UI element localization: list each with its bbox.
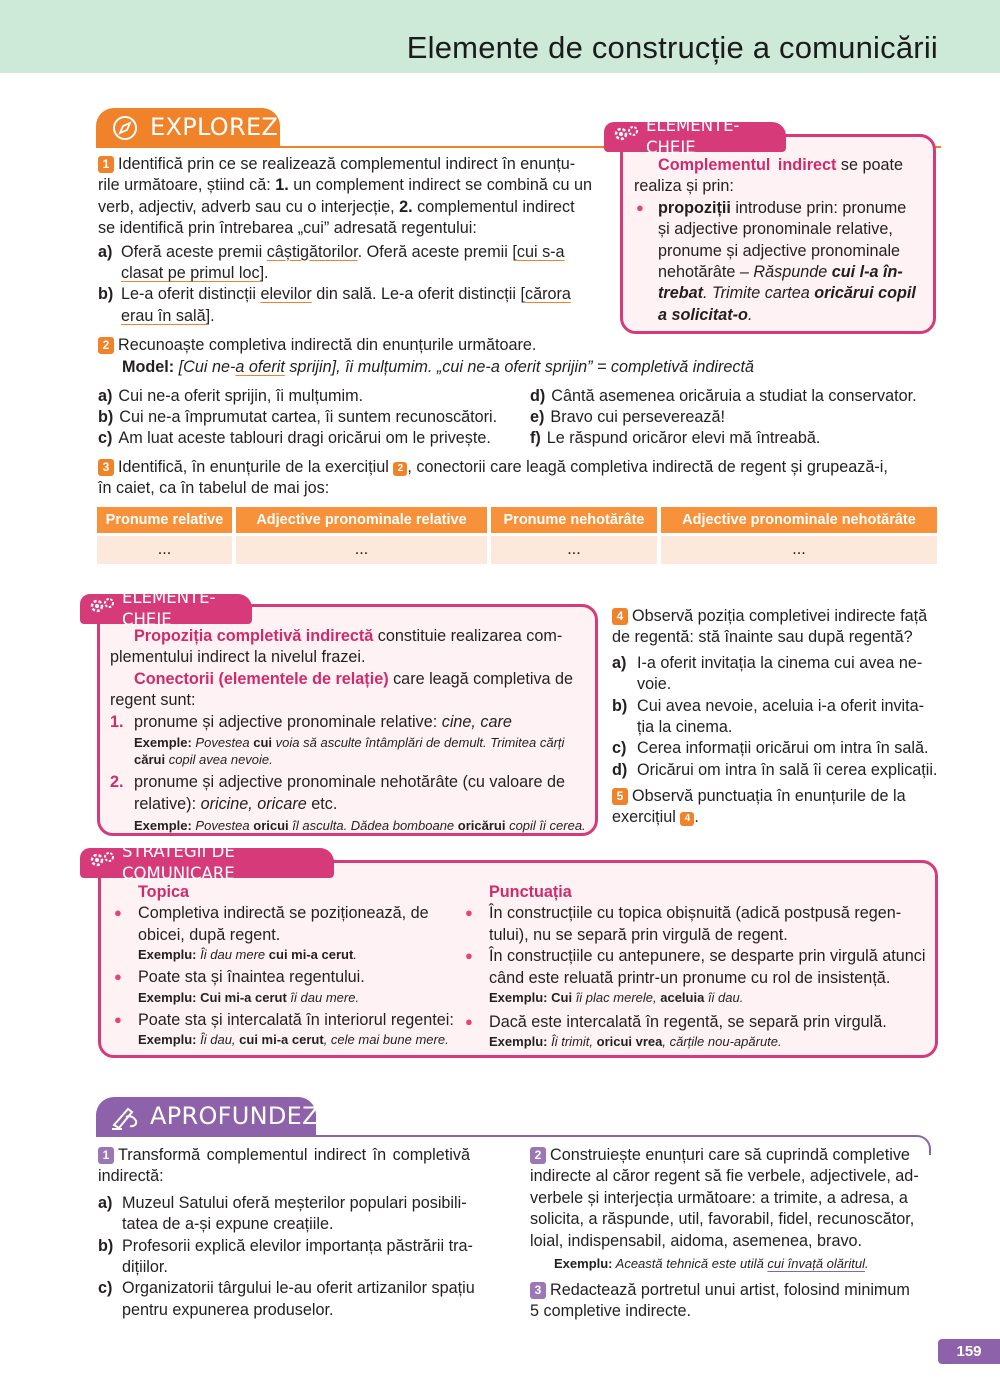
ex1-b-text: ]. bbox=[205, 306, 215, 325]
explorez-ex3 bbox=[98, 457, 948, 500]
ex4-text: Observă poziția completivei indirecte față bbox=[632, 607, 928, 625]
aprof-ex1-text: indirectă: bbox=[98, 1167, 164, 1186]
bullet-icon: ● bbox=[114, 1011, 122, 1027]
ec1-text: realiza și prin: bbox=[634, 177, 734, 196]
item-label: a) bbox=[98, 242, 113, 261]
aprof-ex1-item: dițiilor. bbox=[122, 1257, 168, 1276]
aprof-ex3-number: 3 bbox=[530, 1282, 546, 1299]
aprofundez-ex2 bbox=[530, 1145, 940, 1323]
item-label: e) bbox=[530, 408, 545, 426]
ec1-text: a solicitat-o bbox=[658, 305, 748, 324]
ex2-item: Am luat aceste tablouri dragi oricărui om le privește. bbox=[118, 429, 491, 447]
ec1-text: trebat bbox=[658, 284, 703, 303]
punct-text: Dacă este intercalată în regentă, se separă prin virgulă. bbox=[489, 1013, 887, 1032]
strategies-tab bbox=[80, 842, 334, 883]
item-label: c) bbox=[98, 429, 113, 447]
item-label: 2. bbox=[110, 773, 124, 792]
ex5-text: Observă punctuația în enunțurile de la bbox=[632, 787, 906, 805]
topica-text: Poate sta și intercalată în interiorul regentei: bbox=[138, 1010, 454, 1029]
ec2-example: oricărui bbox=[457, 817, 506, 833]
aprof-ex1-number: 1 bbox=[98, 1147, 114, 1164]
ex3-text: în caiet, ca în tabelul de mai jos: bbox=[98, 479, 330, 498]
ec2-example: oricui bbox=[253, 817, 289, 833]
item-label: b) bbox=[98, 285, 114, 304]
table-cell: ... bbox=[661, 536, 937, 564]
aprof-ex1-text: Transformă complementul indirect în completivă bbox=[118, 1146, 470, 1164]
ex4-item: I-a oferit invitația la cinema cui avea ne- bbox=[637, 653, 923, 672]
table-header: Pronume relative bbox=[97, 507, 232, 533]
ec1-text: și adjective pronominale relative, bbox=[658, 220, 893, 239]
ex1-a-text: câștigătorilor bbox=[266, 242, 358, 261]
ex1-b-text: cărora bbox=[525, 285, 571, 304]
explorez-tab-label: EXPLOREZ bbox=[150, 113, 279, 142]
bullet-icon: ● bbox=[465, 905, 473, 921]
aprof-ex1-item: Muzeul Satului oferă meșterilor populari posibili- bbox=[122, 1193, 467, 1212]
explorez-tab bbox=[96, 108, 280, 148]
ex2-item: Cântă asemenea oricăruia a studiat la conservator. bbox=[551, 387, 917, 405]
ex1-text: complementul indirect bbox=[412, 197, 575, 216]
ex4-item: voie. bbox=[637, 675, 672, 694]
bullet-icon: ● bbox=[114, 905, 122, 921]
aprof-ex1-item: Profesorii explică elevilor importanța păstrării tra- bbox=[122, 1236, 473, 1255]
ex4-item: Oricărui om intra în sală îi cerea explicații. bbox=[637, 760, 938, 779]
ex2-item: Bravo cui perseverează! bbox=[550, 408, 725, 426]
topica-title: Topica bbox=[138, 883, 189, 901]
item-label: c) bbox=[98, 1279, 113, 1298]
item-label: f) bbox=[530, 429, 541, 447]
table-cell: ... bbox=[236, 536, 487, 564]
table-header: Adjective pronominale nehotărâte bbox=[661, 507, 937, 533]
gears-icon bbox=[88, 850, 116, 876]
key-elements-2-content bbox=[110, 626, 590, 834]
ex1-a-text: . Oferă aceste premii [ bbox=[357, 242, 517, 261]
ec2-example: îl asculta. Dădea bomboane bbox=[288, 817, 458, 833]
key-elements-1-content bbox=[634, 155, 924, 326]
model-text: [Cui ne- bbox=[178, 358, 236, 377]
ec1-text: introduse prin: pronume bbox=[730, 198, 907, 217]
example-label: Exemplu: bbox=[489, 1034, 548, 1050]
punct-example: oricui vrea bbox=[596, 1034, 663, 1050]
ec2-example: copil avea nevoie. bbox=[165, 752, 273, 768]
table-header: Adjective pronominale relative bbox=[236, 507, 487, 533]
topica-example: , cele mai bune mere. bbox=[323, 1032, 449, 1048]
topica-text: obicei, după regent. bbox=[138, 925, 281, 944]
item-label: b) bbox=[98, 1236, 114, 1255]
aprof-ex3-text: 5 completive indirecte. bbox=[530, 1302, 692, 1321]
punct-text: când este reluată printr-un pronume cu rol de insistență. bbox=[489, 968, 891, 987]
aprofundez-ex1 bbox=[98, 1145, 508, 1321]
strategies-tab-label: STRATEGII DE COMUNICARE bbox=[122, 842, 235, 883]
aprof-ex2-example: Această tehnică este utilă bbox=[612, 1255, 768, 1271]
aprof-ex2-number: 2 bbox=[530, 1147, 546, 1164]
bullet-icon: ● bbox=[636, 199, 644, 215]
aprofundez-tab bbox=[96, 1097, 319, 1137]
ex4-text: de regentă: stă înainte sau după regentă? bbox=[612, 628, 913, 647]
example-label: Exemplu: bbox=[138, 989, 197, 1005]
aprof-ex2-text: verbele și interjecția următoare: a trimite, a adresa, a bbox=[530, 1188, 908, 1207]
ex1-text: 2. bbox=[399, 197, 413, 216]
key-elements-tab-2 bbox=[80, 588, 252, 629]
punct-text: tului), nu se separă prin virgulă de regent. bbox=[489, 925, 788, 944]
ex1-b-text: erau în sală bbox=[121, 306, 206, 325]
item-label: a) bbox=[98, 387, 113, 405]
ex3-text: Identifică, în enunțurile de la exercițiul bbox=[118, 458, 394, 476]
ec1-text: cui l-a în- bbox=[831, 262, 903, 281]
bullet-icon: ● bbox=[114, 969, 122, 985]
ex2-items bbox=[98, 386, 938, 452]
item-label: d) bbox=[612, 760, 628, 779]
ec2-example: cui bbox=[253, 734, 273, 750]
aprof-ex1-item: Organizatorii târgului le-au oferit artizanilor spațiu bbox=[122, 1279, 475, 1298]
explorez-ex2 bbox=[98, 335, 938, 379]
ex5-number: 5 bbox=[612, 788, 628, 805]
punct-text: În construcțiile cu antepunere, se desparte prin virgulă atunci bbox=[489, 947, 926, 966]
key-elements-tab-1 bbox=[604, 116, 786, 157]
ec2-text: regent sunt: bbox=[110, 691, 196, 710]
page-number: 159 bbox=[938, 1339, 1000, 1364]
ex3-number: 3 bbox=[98, 459, 114, 476]
item-label: d) bbox=[530, 387, 546, 405]
ex4-item: Cui avea nevoie, aceluia i-a oferit invita- bbox=[637, 696, 925, 715]
punct-example: , cărțile nou-apărute. bbox=[662, 1034, 782, 1050]
ex5-ref: 4 bbox=[680, 812, 694, 826]
ec2-text: constituie realizarea com- bbox=[373, 627, 563, 645]
ex3-ref: 2 bbox=[393, 462, 407, 476]
punct-example: Cui bbox=[547, 989, 573, 1005]
topica-text: Completiva indirectă se poziționează, de bbox=[138, 904, 429, 923]
ex1-text: rile următoare, știind că: bbox=[98, 176, 276, 195]
ec1-text: Răspunde bbox=[753, 262, 832, 281]
ec2-term: Conectorii (elementele de relație) bbox=[134, 669, 389, 688]
connectors-table bbox=[97, 507, 937, 563]
ex2-number: 2 bbox=[98, 337, 114, 354]
aprof-ex2-text: loial, indispensabil, aidoma, asemenea, bravo. bbox=[530, 1231, 863, 1250]
ec2-text: oricine, oricare bbox=[200, 794, 307, 813]
aprofundez-tab-label: APROFUNDEZ bbox=[150, 1102, 319, 1131]
model-text: a oferit bbox=[235, 358, 285, 377]
item-label: 1. bbox=[110, 712, 124, 731]
ec2-text: relative): bbox=[134, 794, 201, 813]
aprof-ex1-item: tatea de a-și expune creațiile. bbox=[122, 1215, 334, 1234]
punct-example: îi plac merele, bbox=[572, 989, 661, 1005]
ec2-example: Povestea bbox=[191, 817, 254, 833]
ex1-a-text: ]. bbox=[259, 263, 269, 282]
ec2-text: plementului indirect la nivelul frazei. bbox=[110, 648, 366, 667]
ec2-term: Propoziția completivă indirectă bbox=[134, 627, 374, 645]
aprof-ex2-text: indirecte al căror regent să fie verbele, adjectivele, ad- bbox=[530, 1167, 919, 1186]
example-label: Exemplu: bbox=[138, 1032, 197, 1048]
ex1-b-text: elevilor bbox=[260, 285, 312, 304]
bullet-icon: ● bbox=[465, 1014, 473, 1030]
item-label: a) bbox=[612, 653, 627, 672]
ex1-text: se identifică prin întrebarea „cui” adresată regentului: bbox=[98, 219, 477, 238]
table-header: Pronume nehotărâte bbox=[491, 507, 657, 533]
ec2-text: cine, care bbox=[441, 712, 512, 731]
ex3-text: , conectorii care leagă completiva indirectă de regent și grupează-i, bbox=[407, 458, 888, 476]
ec1-text: pronume și adjective pronominale bbox=[658, 241, 901, 260]
item-label: b) bbox=[612, 696, 628, 715]
ex2-text: Recunoaște completiva indirectă din enunțurile următoare. bbox=[118, 336, 537, 354]
explorez-ex4 bbox=[612, 606, 940, 829]
punct-example: aceluia bbox=[660, 989, 705, 1005]
ec1-title: Complementul indirect bbox=[658, 156, 837, 174]
ec2-text: care leagă completiva de bbox=[388, 669, 574, 688]
writing-hand-icon bbox=[110, 1102, 140, 1132]
model-text: sprijin], îi mulțumim. „cui ne-a oferit sprijin” = completivă indirectă bbox=[284, 358, 754, 377]
ec2-text: etc. bbox=[306, 794, 338, 813]
explorez-ex1 bbox=[98, 154, 598, 327]
punctuatie-title: Punctuația bbox=[489, 883, 572, 901]
aprof-ex2-text: Construiește enunțuri care să cuprindă completive bbox=[550, 1146, 910, 1164]
bullet-icon: ● bbox=[465, 948, 473, 964]
ec2-example: copil îi cerea. bbox=[505, 817, 586, 833]
punct-example: Îi trimit, bbox=[547, 1034, 597, 1050]
example-label: Exemple: bbox=[134, 734, 192, 750]
ex1-text: un complement indirect se combină cu un bbox=[288, 176, 592, 195]
aprof-ex2-text: solicita, a răspunde, util, favorabil, fidel, recunoscător, bbox=[530, 1210, 915, 1229]
topica-text: Poate sta și înaintea regentului. bbox=[138, 968, 365, 987]
punct-text: În construcțiile cu topica obișnuită (adică postpusă regen- bbox=[489, 904, 902, 923]
ex5-text: exercițiul bbox=[612, 808, 681, 827]
topica-example: îi dau mere. bbox=[286, 989, 360, 1005]
table-cell: ... bbox=[97, 536, 232, 564]
ex4-item: Cerea informații oricărui om intra în sală. bbox=[637, 739, 929, 758]
topica-column bbox=[114, 882, 474, 1048]
example-label: Exemplu: bbox=[138, 947, 197, 963]
ex2-item: Cui ne-a împrumutat cartea, îi suntem recunoscători. bbox=[119, 408, 498, 426]
aprof-ex1-item: pentru expunerea produselor. bbox=[122, 1300, 334, 1319]
topica-example: . bbox=[353, 947, 357, 963]
item-label: c) bbox=[612, 739, 627, 758]
ex2-item: Le răspund oricăror elevi mă întreabă. bbox=[546, 429, 821, 447]
item-label: a) bbox=[98, 1193, 113, 1212]
ec1-text: . Trimite cartea bbox=[702, 284, 815, 303]
ex1-a-text: clasat pe primul loc bbox=[121, 263, 260, 282]
model-label: Model: bbox=[122, 358, 175, 377]
punctuatie-column bbox=[465, 882, 935, 1051]
ex1-text: Identifică prin ce se realizează complementul indirect în enunțu- bbox=[118, 155, 576, 173]
example-label: Exemple: bbox=[134, 817, 192, 833]
ex1-b-text: din sală. Le-a oferit distincții [ bbox=[311, 285, 525, 304]
compass-icon bbox=[110, 113, 140, 143]
topica-example: Cui mi-a cerut bbox=[196, 989, 287, 1005]
page-title: Elemente de construcție a comunicării bbox=[406, 30, 938, 65]
table-cell: ... bbox=[491, 536, 657, 564]
gears-icon bbox=[612, 124, 640, 150]
ex5-text: . bbox=[694, 808, 699, 827]
ex1-b-text: Le-a oferit distincții bbox=[121, 285, 261, 304]
ex1-number: 1 bbox=[98, 156, 114, 173]
topica-example: Îi dau, bbox=[196, 1032, 240, 1048]
item-label: b) bbox=[98, 408, 114, 426]
aprof-ex2-example: cui învață olăritul bbox=[767, 1255, 865, 1271]
example-label: Exemplu: bbox=[554, 1255, 613, 1271]
ec2-example: cărui bbox=[134, 752, 166, 768]
ex1-text: 1. bbox=[275, 176, 289, 195]
ec1-text: . bbox=[747, 305, 753, 324]
ec1-text: se poate bbox=[836, 156, 903, 174]
topica-example: cui mi-a cerut bbox=[239, 1032, 324, 1048]
aprof-ex3-text: Redactează portretul unui artist, folosind minimum bbox=[550, 1281, 910, 1300]
ec1-text: nehotărâte – bbox=[658, 262, 754, 281]
ec1-text: propoziții bbox=[658, 198, 731, 217]
ex1-a-text: Oferă aceste premii bbox=[121, 242, 267, 261]
aprof-ex2-example: . bbox=[864, 1255, 869, 1271]
topica-example: cui mi-a cerut bbox=[268, 947, 354, 963]
ex2-item: Cui ne-a oferit sprijin, îi mulțumim. bbox=[118, 387, 364, 405]
ex1-text: verb, adjectiv, adverb sau cu o interjecție, bbox=[98, 197, 400, 216]
ec2-text: pronume și adjective pronominale relative: bbox=[134, 712, 442, 731]
ex4-item: ția la cinema. bbox=[637, 717, 733, 736]
ec1-text: oricărui copil bbox=[814, 284, 916, 303]
ec2-example: Povestea bbox=[191, 734, 254, 750]
ec2-text: pronume și adjective pronominale nehotărâte (cu valoare de bbox=[134, 773, 566, 792]
ex1-a-text: cui s-a bbox=[516, 242, 565, 261]
ex4-number: 4 bbox=[612, 608, 628, 625]
ec2-example: voia să asculte întâmplări de demult. Trimitea cărți bbox=[272, 734, 565, 750]
key-elements-tab-label: ELEMENTE-CHEIE bbox=[122, 588, 216, 629]
topica-example: Îi dau mere bbox=[196, 947, 269, 963]
punct-example: îi dau. bbox=[704, 989, 744, 1005]
gears-icon bbox=[88, 596, 116, 622]
example-label: Exemplu: bbox=[489, 989, 548, 1005]
key-elements-tab-label: ELEMENTE-CHEIE bbox=[646, 116, 740, 157]
